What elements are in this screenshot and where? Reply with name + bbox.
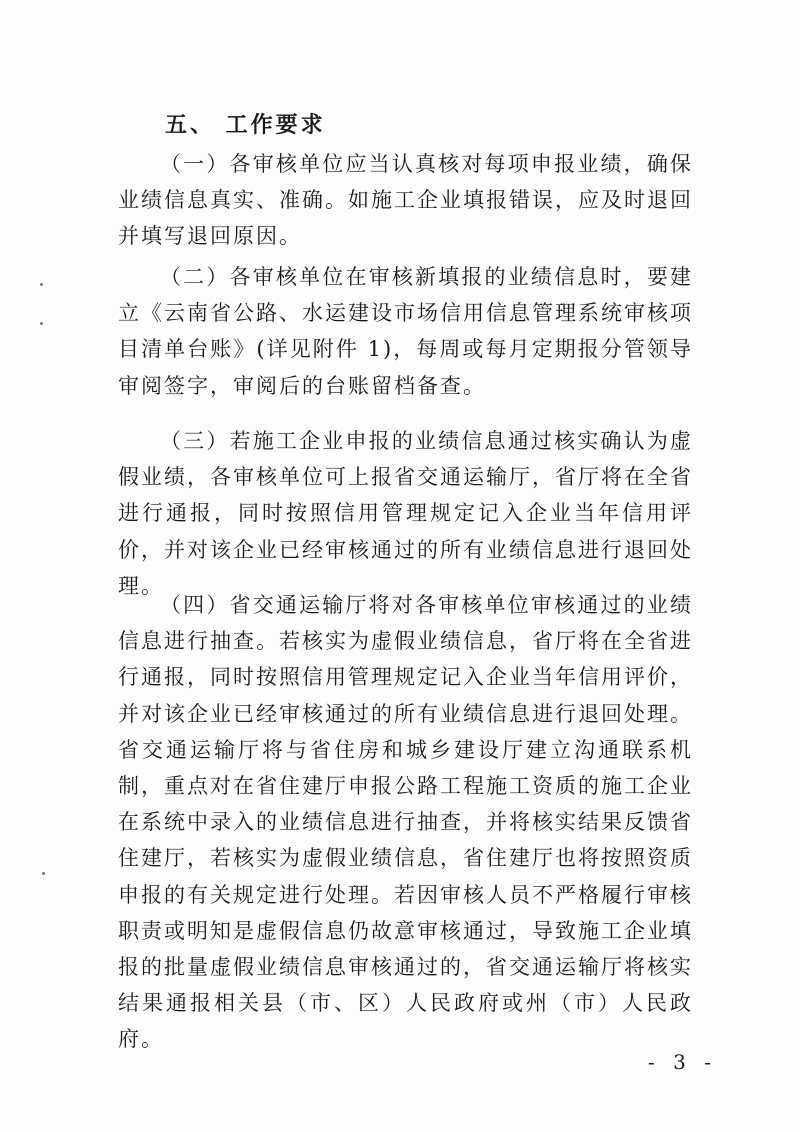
paragraph-2: （二）各审核单位在审核新填报的业绩信息时，要建立《云南省公路、水运建设市场信用信息管理系统审核项目清单台账》(详见附件 1)，每周或每月定期报分管领导审阅签字，审阅后的台账留档备查。 bbox=[118, 265, 693, 398]
page-number: - 3 - bbox=[648, 1050, 717, 1074]
binding-hole-mark bbox=[40, 283, 43, 286]
section-heading: 五、 工作要求 bbox=[165, 112, 326, 138]
paragraph-4: （四）省交通运输厅将对各审核单位审核通过的业绩信息进行抽查。若核实为虚假业绩信息，省厅将在全省进行通报，同时按照信用管理规定记入企业当年信用评价，并对该企业已经审核通过的所有业绩信息进行退回处理。省交通运输厅将与省住房和城乡建设厅建立沟通联系机制，重点对在省住建厅申报公路工程施工资质的施工企业在系统中录入的业绩信息进行抽查，并将核实结果反馈省住建厅，若核实为虚假业绩信息，省住建厅也将按照资质申报的有关规定进行处理。若因审核人员不严格履行审核职责或明知是虚假信息仍故意审核通过，导致施工企业填报的批量虚假业绩信息审核通过的，省交通运输厅将核实结果通报相关县（市、区）人民政府或州（市）人民政府。 bbox=[118, 593, 693, 1052]
binding-hole-mark bbox=[42, 872, 45, 875]
binding-hole-mark bbox=[40, 322, 43, 325]
paragraph-3: （三）若施工企业申报的业绩信息通过核实确认为虚假业绩，各审核单位可上报省交通运输厅，省厅将在全省进行通报，同时按照信用管理规定记入企业当年信用评价，并对该企业已经审核通过的所有业绩信息进行退回处理。 bbox=[118, 429, 693, 598]
paragraph-1: （一）各审核单位应当认真核对每项申报业绩，确保业绩信息真实、准确。如施工企业填报错误，应及时退回并填写退回原因。 bbox=[118, 152, 693, 249]
